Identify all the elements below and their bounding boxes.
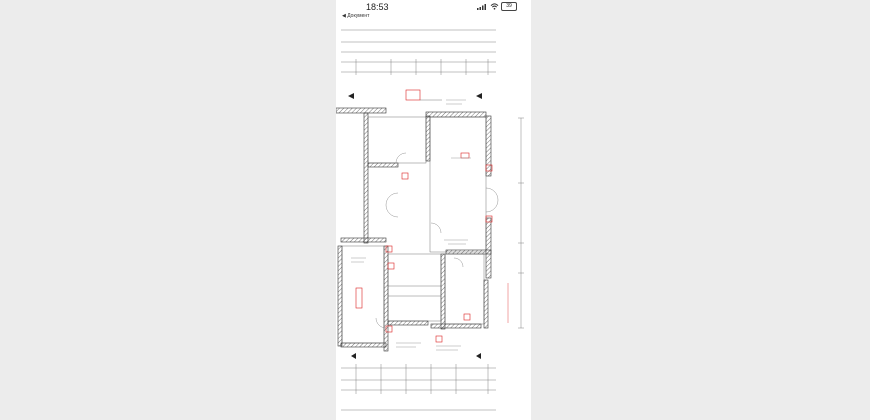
chevron-left-icon: ◀: [342, 13, 348, 19]
axis-markers-bottom: [351, 353, 481, 359]
red-markers: [356, 153, 492, 342]
room-outlines: [342, 117, 486, 343]
red-annotation-top: [406, 90, 442, 100]
battery-icon: 39: [501, 2, 517, 11]
top-dimension-lines: [341, 30, 496, 75]
status-time: 18:53: [366, 2, 389, 12]
right-dimension-line: [508, 118, 524, 328]
floor-plan-drawing[interactable]: [336, 18, 531, 420]
plan-annotations: [351, 100, 471, 350]
walls: [336, 108, 491, 351]
door-swings: [376, 153, 498, 328]
bottom-dimension-lines: [341, 364, 496, 410]
cellular-signal-icon: [477, 3, 487, 10]
back-label: Документ: [347, 13, 370, 19]
axis-markers-top: [348, 93, 482, 99]
phone-screen: [336, 0, 531, 420]
status-bar: [336, 0, 531, 14]
wifi-icon: [490, 3, 499, 10]
